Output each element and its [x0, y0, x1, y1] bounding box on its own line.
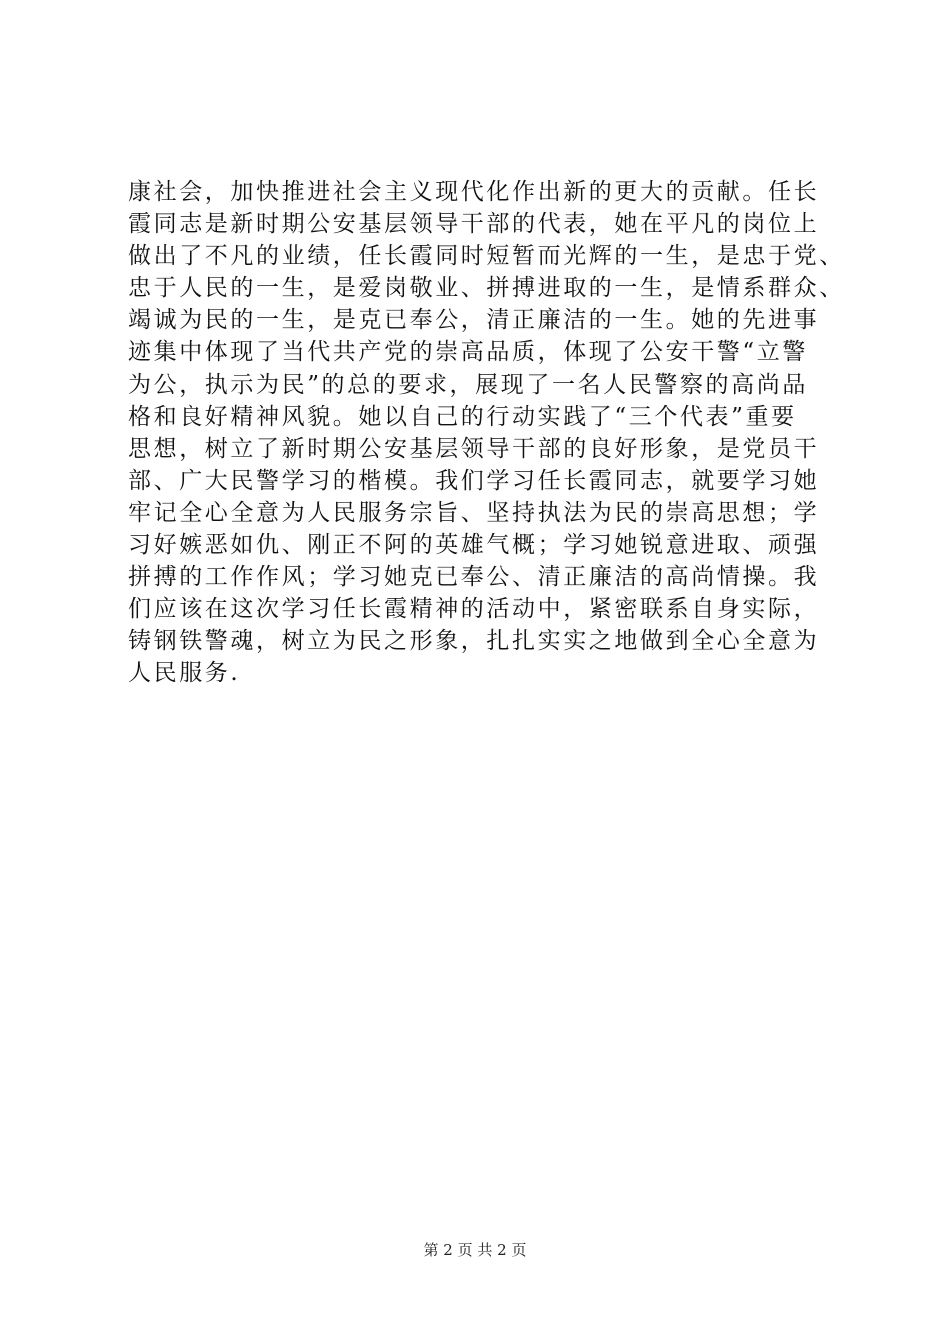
body-paragraph [128, 176, 848, 690]
text-line: 迹集中体现了当代共产党的崇高品质，体现了公安干警“立警 [128, 339, 808, 366]
text-line: 拼搏的工作作风；学习她克已奉公、清正廉洁的高尚情操。我 [128, 564, 820, 591]
text-line: 习好嫉恶如仇、刚正不阿的英雄气概；学习她锐意进取、顽强 [128, 532, 820, 559]
text-line: 为公，执示为民”的总的要求，展现了一名人民警察的高尚品 [128, 371, 808, 398]
text-line: 忠于人民的一生，是爱岗敬业、拼搏进取的一生，是情系群众、 [128, 275, 845, 302]
text-line: 霞同志是新时期公安基层领导干部的代表，她在平凡的岗位上 [128, 211, 820, 238]
text-line: 人民服务. [128, 660, 241, 687]
text-line: 牢记全心全意为人民服务宗旨、坚持执法为民的崇高思想；学 [128, 499, 820, 526]
text-line: 们应该在这次学习任长霞精神的活动中，紧密联系自身实际， [128, 596, 820, 623]
text-line: 康社会，加快推进社会主义现代化作出新的更大的贡献。任长 [128, 179, 820, 205]
text-line: 竭诚为民的一生，是克已奉公，清正廉洁的一生。她的先进事 [128, 307, 820, 334]
text-line: 铸钢铁警魂，树立为民之形象，扎扎实实之地做到全心全意为 [128, 628, 820, 655]
text-line: 思想，树立了新时期公安基层领导干部的良好形象，是党员干 [128, 435, 820, 462]
text-line: 部、广大民警学习的楷模。我们学习任长霞同志，就要学习她 [128, 467, 820, 494]
text-line: 格和良好精神风貌。她以自己的行动实践了“三个代表”重要 [128, 403, 797, 430]
page-footer: 第 2 页 共 2 页 [423, 1241, 527, 1259]
text-line: 做出了不凡的业绩，任长霞同时短暂而光辉的一生，是忠于党、 [128, 243, 845, 270]
